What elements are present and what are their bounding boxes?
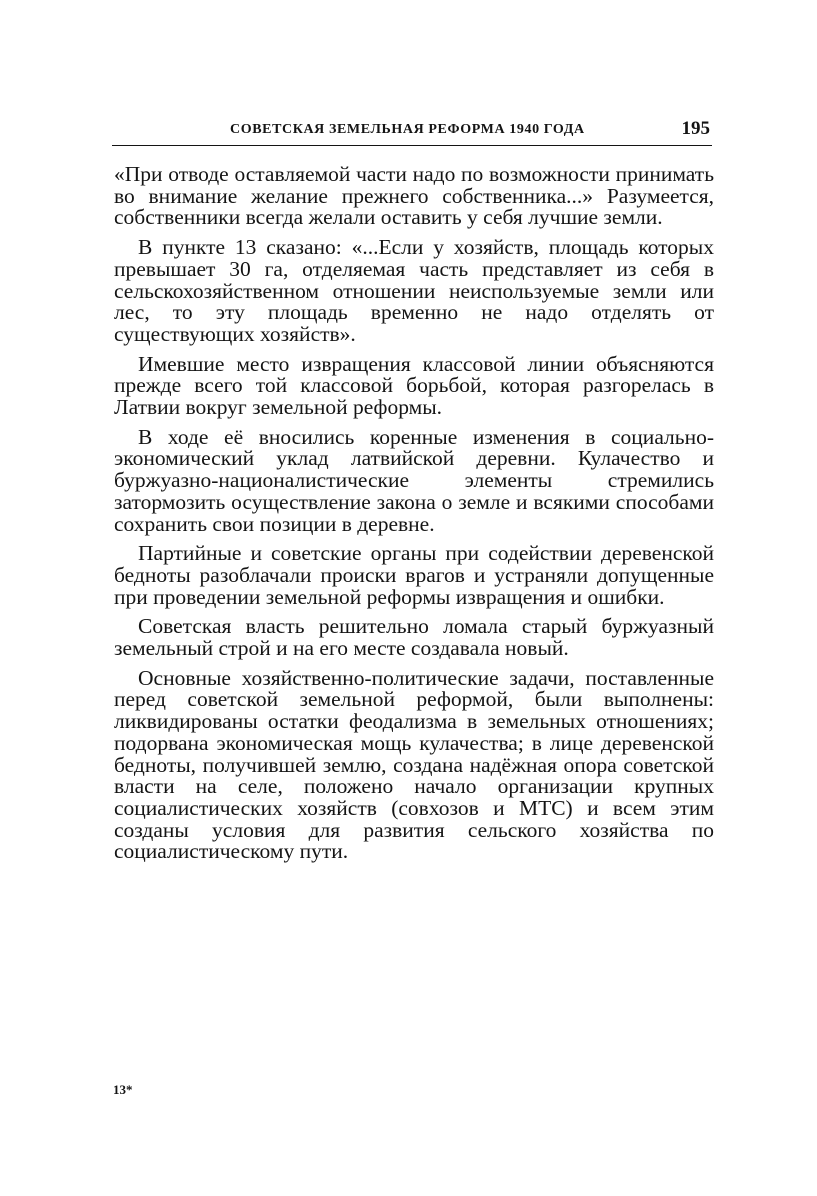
- body-text: [114, 164, 714, 871]
- signature-mark: 13*: [113, 1082, 133, 1097]
- paragraph-point-13: В пункте 13 сказано: «...Если у хозяйств, площадь которых превышает 30 га, отделяемая часть представляет из себя в сельскохозяйственном отношении неиспользуемые земли или лес, то эту площадь временно не надо отделять от существующих хозяйств».: [114, 235, 714, 346]
- paragraph-conclusions: Основные хозяйственно-политические задачи, поставленные перед советской земельной реформой, были выполнены: ликвидированы остатки феодализма в земельных отношениях; подорвана экономическая мощь кулачества; в лице деревенской бедноты, получившей землю, создана надёжная опора советской власти на селе, положено начало организации крупных социалистических хозяйств (совхозов и МТС) и всем этим созданы условия для развития сельского хозяйства по социалистическому пути.: [114, 665, 714, 864]
- paragraph-party-organs: Партийные и советские органы при содействии деревенской бедноты разоблачали происки врагов и устраняли допущенные при проведении земельной реформы извращения и ошибки.: [114, 541, 714, 609]
- header-rule: [112, 145, 712, 146]
- paragraph-quote-continuation: «При отводе оставляемой части надо по возможности принимать во внимание желание прежнего собственника...» Разумеется, собственники всегда желали оставить у себя лучшие земли.: [114, 162, 714, 230]
- running-header: [112, 118, 712, 144]
- paragraph-soviet-power: Советская власть решительно ломала старый буржуазный земельный строй и на его месте создавала новый.: [114, 614, 714, 661]
- paragraph-changes: В ходе её вносились коренные изменения в социально-экономический уклад латвийской деревни. Кулачество и буржуазно-националистические элементы стремились затормозить осуществление закона о земле и всякими способами сохранить свои позиции в деревне.: [114, 424, 714, 536]
- paragraph-class-struggle: Имевшие место извращения классовой линии объясняются прежде всего той классовой борьбой, которая разгорелась в Латвии вокруг земельной реформы.: [114, 351, 714, 420]
- page-number: 195: [681, 118, 710, 139]
- running-title: СОВЕТСКАЯ ЗЕМЕЛЬНАЯ РЕФОРМА 1940 ГОДА: [230, 122, 585, 137]
